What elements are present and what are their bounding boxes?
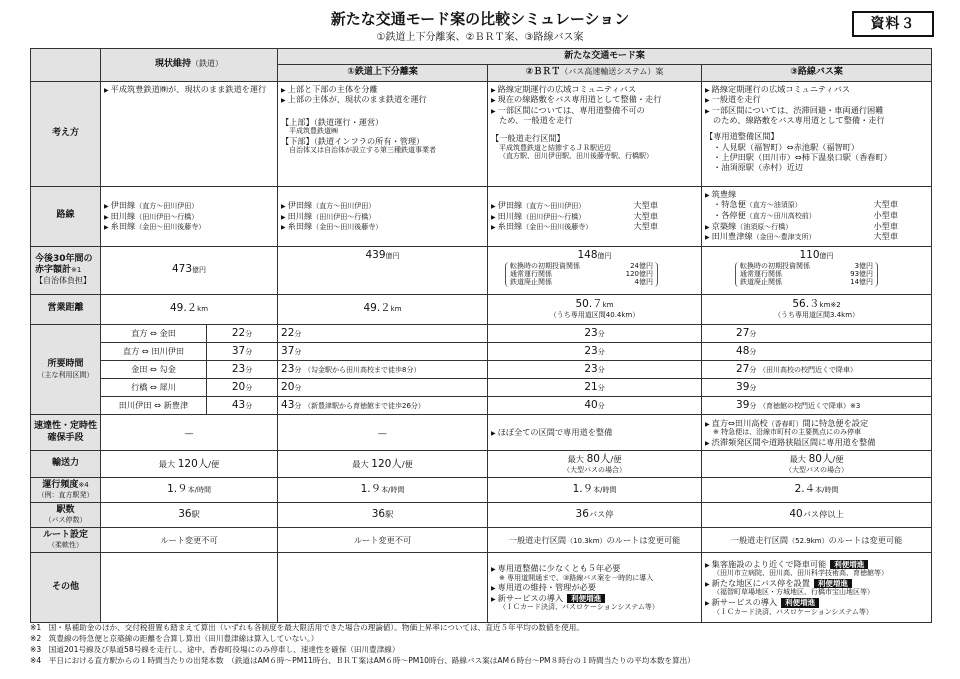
concept-option1: ▶ 上部と下部の主体を分離 ▶ 上部の主体が、現状のまま鉄道を運行 【上部】（鉄道運行・運営） 平成筑豊鉄道㈱ 【下部】（鉄道インフラの所有・管理） 自治体又は自治体が設立する第三種鉄道事業者 (278, 81, 488, 186)
time-option1: 43分 （新豊津駅から育徳館まで徒歩26分） (278, 397, 488, 415)
row-label-deficit: 今後30年間の 赤字額計※1 【自治体負担】 (31, 246, 101, 294)
corner-cell (31, 49, 101, 82)
row-label-distance: 営業距離 (31, 294, 101, 324)
concept-option3: ▶ 路線定期運行の広域コミュニティバス ▶ 一般道を走行 ▶ 一部区間については、渋滞回避・車両通行困難 のため、線路敷をバス専用道として整備・走行 【専用道整備区間】 ・人見駅（福智町）⇔赤池駅（福智町） ・上伊田駅（田川市）⇔柿下温泉口駅（香春町） ・油須原駅（赤村）近辺 (702, 81, 932, 186)
frequency-option2: 1.９本/時間 (488, 478, 702, 503)
time-segment: 行橋 ⇔ 犀川 (101, 378, 207, 396)
speed-status-quo: ― (101, 415, 278, 451)
concept-option2: ▶ 路線定期運行の広域コミュニティバス ▶ 現在の線路敷をバス専用道として整備・走行 ▶ 一部区間については、専用道整備不可の ため、一般道を走行 【一般道走行区間】 平成筑豊鉄道と結節するＪＲ駅近辺 （直方駅、田川伊田駅、田川後藤寺駅、行橋駅） (488, 81, 702, 186)
header-status-quo: 現状維持（鉄道） (101, 49, 278, 82)
route-setting-option2: 一般道走行区間（10.3km）のルートは変更可能 (488, 528, 702, 553)
stations-status-quo: 36駅 (101, 503, 278, 528)
other-status-quo (101, 553, 278, 623)
speed-option3: ▶ 直方⇔田川高校（香春町）間に特急便を設定 ※ 特急便は、沿線市町村の主要拠点にのみ停車 ▶ 渋滞頻発区間や道路狭隘区間に専用道を整備 (702, 415, 932, 451)
route-setting-option3: 一般道走行区間（52.9km）のルートは変更可能 (702, 528, 932, 553)
time-status-quo: 23分 (207, 360, 278, 378)
row-label-time: 所要時間 （主な利用区間） (31, 324, 101, 415)
footnote: ※2 筑豊線の特急便と京築線の距離を合算し算出（田川豊津線は算入していない。） (30, 634, 319, 643)
capacity-status-quo: 最大 120人/便 (101, 451, 278, 478)
page-title: 新たな交通モード案の比較シミュレーション (330, 10, 630, 28)
comparison-table (30, 48, 932, 623)
time-option2: 40分 (488, 397, 702, 415)
time-option3: 39分 (702, 378, 932, 396)
route-option3: ▶ 筑豊線 ・特急便（直方～油須原） 大型車 ・各停便（直方～田川高校前） 小型車 ▶ 京築線（油須原～行橋） 小型車 ▶ 田川豊津線（金田～豊津支所） 大型車 (702, 186, 932, 246)
route-option2: ▶ 伊田線（直方～田川伊田） 大型車 ▶ 田川線（田川伊田～行橋） 大型車 ▶ 糸田線（金田～田川後藤寺） 大型車 (488, 186, 702, 246)
convenience-badge: 利便増進 (830, 560, 868, 569)
time-segment: 田川伊田 ⇔ 新豊津 (101, 397, 207, 415)
time-segment: 金田 ⇔ 勾金 (101, 360, 207, 378)
convenience-badge: 利便増進 (814, 579, 852, 588)
other-option1 (278, 553, 488, 623)
time-status-quo: 37分 (207, 342, 278, 360)
row-label-concept: 考え方 (31, 81, 101, 186)
convenience-badge: 利便増進 (781, 598, 819, 607)
time-option2: 23分 (488, 324, 702, 342)
time-option3: 27分 （田川高校の校門近くで降車） (702, 360, 932, 378)
footnote: ※3 国道201号線及び県道58号線を走行し、途中、香春町役場にのみ停車し、速達性を確保（田川豊津線） (30, 645, 400, 654)
distance-option3: 56.３km※2 （うち専用道区間3.4km） (702, 294, 932, 324)
time-status-quo: 22分 (207, 324, 278, 342)
concept-status-quo: ▶ 平成筑豊鉄道㈱が、現状のまま鉄道を運行 (101, 81, 278, 186)
row-label-route: 路線 (31, 186, 101, 246)
time-option2: 23分 (488, 342, 702, 360)
document-badge: 資料３ (852, 11, 934, 37)
header-option2: ②ＢＲＴ（バス高速輸送システム）案 (488, 65, 702, 81)
page-subtitle: ①鉄道上下分離案、②ＢＲＴ案、③路線バス案 (376, 32, 584, 43)
distance-option2: 50.７km （うち専用道区間40.4km） (488, 294, 702, 324)
footnote: ※1 国・県補助金のほか、交付税措置も踏まえて算出（いずれも各制度を最大限活用できた場合の理論値）。物価上昇率については、直近５年平均の数値を使用。 (30, 623, 584, 632)
speed-option1: ― (278, 415, 488, 451)
time-option1: 20分 (278, 378, 488, 396)
time-option2: 23分 (488, 360, 702, 378)
capacity-option3: 最大 80人/便 （大型バスの場合） (702, 451, 932, 478)
row-label-other: その他 (31, 553, 101, 623)
time-segment: 直方 ⇔ 金田 (101, 324, 207, 342)
footnotes (30, 622, 935, 666)
row-label-capacity: 輸送力 (31, 451, 101, 478)
header-new-modes: 新たな交通モード案 (278, 49, 932, 65)
deficit-option2: 148億円 転換時の初期投資関係 24億円 通常運行関係 120億円 鉄道廃止関係 4億円 (488, 246, 702, 294)
stations-option2: 36バス停 (488, 503, 702, 528)
header-option3: ③路線バス案 (702, 65, 932, 81)
convenience-badge: 利便増進 (567, 594, 605, 603)
capacity-option1: 最大 120人/便 (278, 451, 488, 478)
header-option1: ①鉄道上下分離案 (278, 65, 488, 81)
time-status-quo: 20分 (207, 378, 278, 396)
route-status-quo: ▶ 伊田線（直方～田川伊田） ▶ 田川線（田川伊田～行橋） ▶ 糸田線（金田～田川後藤寺） (101, 186, 278, 246)
row-label-speed: 速達性・定時性 確保手段 (31, 415, 101, 451)
frequency-status-quo: 1.９本/時間 (101, 478, 278, 503)
time-option1: 22分 (278, 324, 488, 342)
stations-option3: 40バス停以上 (702, 503, 932, 528)
footnote: ※4 平日における直方駅からの１時間当たりの出発本数 （鉄道はAM６時～PM11時台、ＢＲＴ案はAM６時～PM10時台、路線バス案はAM６時台～PM８時台の１時間当たりの平均本数を算出） (30, 656, 695, 665)
time-option3: 27分 (702, 324, 932, 342)
row-label-frequency: 運行頻度※4 （例：直方駅発） (31, 478, 101, 503)
frequency-option1: 1.９本/時間 (278, 478, 488, 503)
other-option3: ▶ 集客施設のより近くで降車可能 利便増進 （田川市立病院、田川高、田川科学技術高、育徳館等） ▶ 新たな地区にバス停を設置 利便増進 （福智町草場地区・方城地区、行橋市宝山地区等） ▶ 新サービスの導入 利便増進 （ＩＣカード決済、バスロケーションシステム等） (702, 553, 932, 623)
row-label-stations: 駅数 （バス停数） (31, 503, 101, 528)
deficit-option3: 110億円 転換時の初期投資関係 3億円 通常運行関係 93億円 鉄道廃止関係 14億円 (702, 246, 932, 294)
row-label-route-setting: ルート設定 （柔軟性） (31, 528, 101, 553)
speed-option2: ▶ ほぼ全ての区間で専用道を整備 (488, 415, 702, 451)
stations-option1: 36駅 (278, 503, 488, 528)
time-option1: 37分 (278, 342, 488, 360)
route-setting-option1: ルート変更不可 (278, 528, 488, 553)
time-option3: 48分 (702, 342, 932, 360)
deficit-status-quo: 473億円 (101, 246, 278, 294)
route-option1: ▶ 伊田線（直方～田川伊田） ▶ 田川線（田川伊田～行橋） ▶ 糸田線（金田～田川後藤寺） (278, 186, 488, 246)
time-option3: 39分 （育徳館の校門近くで降車）※3 (702, 397, 932, 415)
distance-status-quo: 49.２km (101, 294, 278, 324)
distance-option1: 49.２km (278, 294, 488, 324)
time-status-quo: 43分 (207, 397, 278, 415)
time-segment: 直方 ⇔ 田川伊田 (101, 342, 207, 360)
time-option1: 23分 （勾金駅から田川高校まで徒歩8分） (278, 360, 488, 378)
frequency-option3: 2.４本/時間 (702, 478, 932, 503)
time-option2: 21分 (488, 378, 702, 396)
other-option2: ▶ 専用道整備に少なくとも５年必要 ※ 専用道開通まで、③路線バス案を一時的に導入 ▶ 専用道の維持・管理が必要 ▶ 新サービスの導入 利便増進 （ＩＣカード決済、バスロケーションシステム等） (488, 553, 702, 623)
route-setting-status-quo: ルート変更不可 (101, 528, 278, 553)
capacity-option2: 最大 80人/便 （大型バスの場合） (488, 451, 702, 478)
deficit-option1: 439億円 (278, 246, 488, 294)
